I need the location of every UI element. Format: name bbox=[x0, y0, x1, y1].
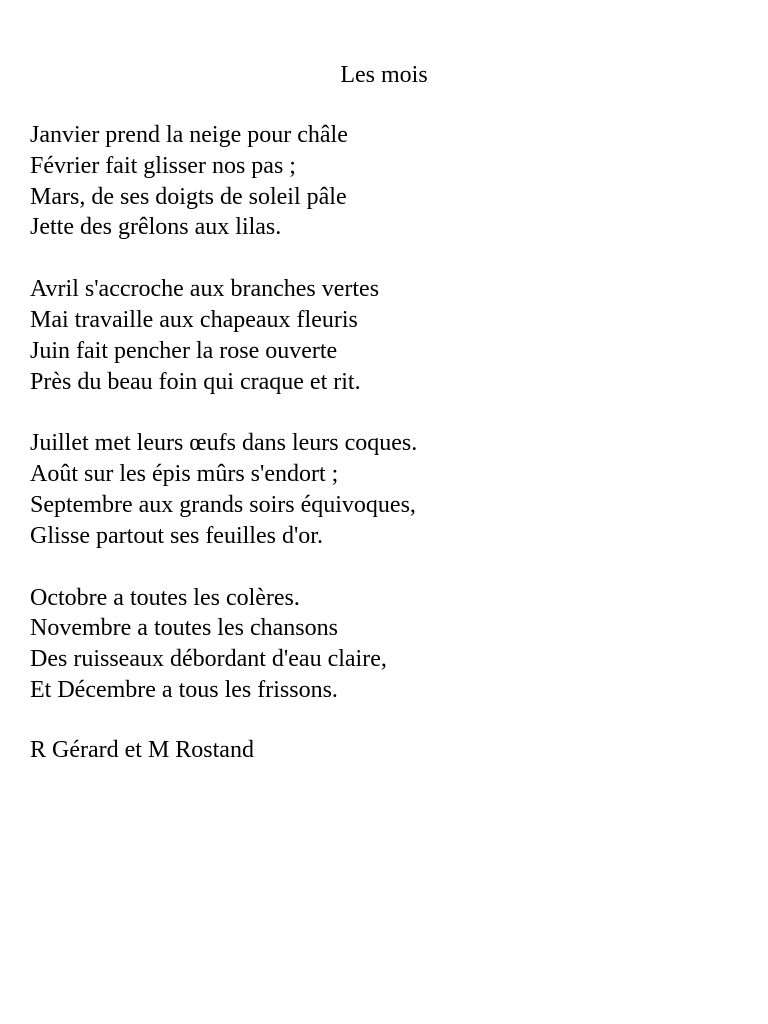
stanza-3 bbox=[30, 428, 750, 551]
poem-line: Juin fait pencher la rose ouverte bbox=[30, 337, 338, 364]
poem-line: Septembre aux grands soirs équivoques, bbox=[30, 491, 416, 518]
poem-line: Juillet met leurs œufs dans leurs coques. bbox=[30, 430, 418, 457]
poem-title: Les mois bbox=[340, 62, 428, 88]
stanza-2 bbox=[30, 274, 750, 397]
poem-line: Glisse partout ses feuilles d'or. bbox=[30, 522, 323, 549]
poem-line: Près du beau foin qui craque et rit. bbox=[30, 368, 361, 395]
poem-line: Mars, de ses doigts de soleil pâle bbox=[30, 183, 347, 210]
poem-line: Octobre a toutes les colères. bbox=[30, 584, 300, 611]
poem-line: Et Décembre a tous les frissons. bbox=[30, 676, 338, 703]
poem-line: Janvier prend la neige pour châle bbox=[30, 122, 348, 148]
poem-line: Août sur les épis mûrs s'endort ; bbox=[30, 461, 339, 488]
stanza-4 bbox=[30, 583, 750, 706]
poem-line: Mai travaille aux chapeaux fleuris bbox=[30, 306, 358, 333]
poem-line: Novembre a toutes les chansons bbox=[30, 615, 338, 642]
poem-line: Jette des grêlons aux lilas. bbox=[30, 214, 282, 241]
stanza-1 bbox=[30, 120, 750, 243]
poem-author: R Gérard et M Rostand bbox=[30, 737, 254, 763]
poem-body bbox=[30, 120, 750, 737]
poem-line: Février fait glisser nos pas ; bbox=[30, 152, 296, 179]
poem-line: Avril s'accroche aux branches vertes bbox=[30, 276, 380, 303]
poem-line: Des ruisseaux débordant d'eau claire, bbox=[30, 646, 387, 673]
